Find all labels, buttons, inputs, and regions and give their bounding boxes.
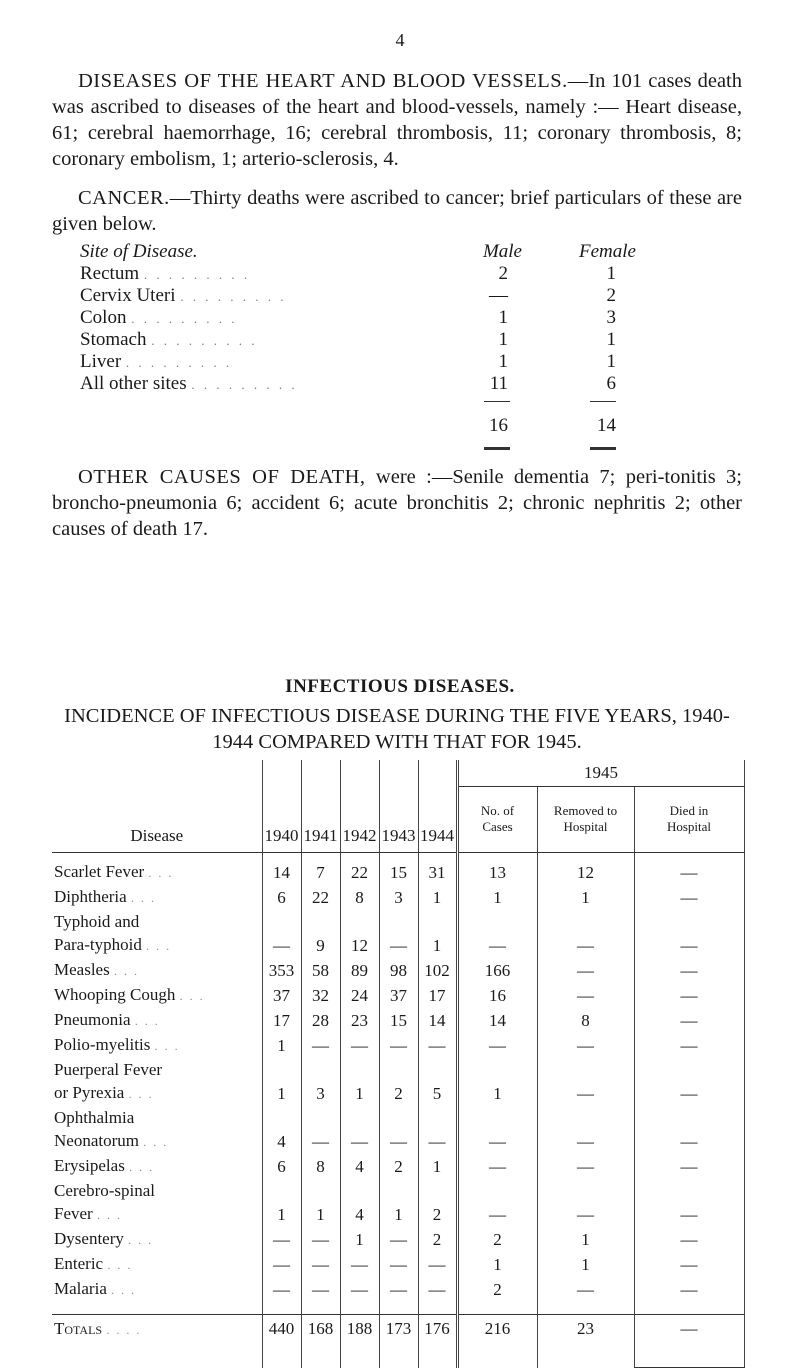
year-value: 6 (262, 885, 301, 910)
disease-name: Diphtheria . . . (52, 885, 262, 910)
year-value: 1 (262, 1033, 301, 1058)
year-value: — (428, 1255, 446, 1274)
died-value: — (634, 1227, 744, 1252)
col-year-1941: 1941 (301, 760, 340, 852)
no-of-cases-value: 1 (457, 885, 537, 910)
year-value: — (340, 1033, 379, 1058)
year-value: 14 (262, 860, 301, 885)
table-row (52, 1154, 744, 1179)
table-row (52, 1252, 744, 1277)
no-of-cases-value: 16 (457, 983, 537, 1008)
year-value: 37 (262, 983, 301, 1008)
other-heading: OTHER CAUSES OF DEATH, (78, 466, 366, 488)
year-value: 1 (340, 1081, 379, 1106)
cancer-row (80, 351, 720, 373)
no-of-cases-value: 2 (457, 1277, 537, 1302)
year-value: 1 (262, 1202, 301, 1227)
heart-text: —In 101 cases death was ascribed to diseases of the heart and blood-vessels, namely :— Heart disease, 61; cerebral haemorrhage, 16; cerebral thrombosis, 11; coronary thrombosis, 8; coronary embolism, 1; arterio-sclerosis, 4. (52, 70, 742, 170)
removed-value: — (537, 1081, 634, 1106)
disease-name: or Pyrexia . . . (52, 1081, 262, 1106)
col-disease: Disease (52, 760, 262, 852)
no-of-cases-value: 2 (457, 1227, 537, 1252)
removed-value: 8 (537, 1008, 634, 1033)
died-value: — (634, 983, 744, 1008)
year-value: 1 (262, 1081, 301, 1106)
year-value: 17 (428, 986, 446, 1005)
infectious-subheading: INCIDENCE OF INFECTIOUS DISEASE DURING THE FIVE YEARS, 1940-1944 COMPARED WITH THAT FOR 1945. (64, 705, 730, 753)
disease-name: Pneumonia . . . (52, 1008, 262, 1033)
year-value: — (301, 1227, 340, 1252)
no-of-cases-value: — (457, 933, 537, 958)
no-of-cases-value: — (457, 1202, 537, 1227)
no-of-cases-value: — (457, 1129, 537, 1154)
col-group-1945: 1945 (457, 760, 744, 786)
totals-1943: 173 (379, 1314, 418, 1344)
table-row (52, 958, 744, 983)
year-value: 2 (432, 1205, 442, 1224)
died-value: — (634, 1081, 744, 1106)
cancer-male: 1 (498, 351, 508, 372)
removed-value: — (537, 1154, 634, 1179)
no-of-cases-value: 1 (457, 1081, 537, 1106)
disease-name: Puerperal Fever (52, 1058, 262, 1081)
col-removed-to-hospital: Removed to Hospital (537, 786, 634, 852)
removed-value: — (537, 1129, 634, 1154)
female-total-rule (590, 447, 616, 450)
no-of-cases-value: 166 (457, 958, 537, 983)
year-value: 98 (379, 958, 418, 983)
cancer-table (80, 241, 720, 436)
cancer-male: 1 (498, 329, 508, 350)
col-year-1943: 1943 (379, 760, 418, 852)
cancer-female: 2 (606, 285, 616, 306)
cancer-site: Liver . . . . . . . . . (80, 351, 233, 372)
table-row (52, 910, 744, 933)
disease-name: Whooping Cough . . . (52, 983, 262, 1008)
year-value: 353 (262, 958, 301, 983)
removed-value: — (537, 1202, 634, 1227)
year-value: 1 (301, 1202, 340, 1227)
col-died-in-hospital: Died in Hospital (634, 786, 744, 852)
cancer-site: Cervix Uteri . . . . . . . . . (80, 285, 287, 306)
year-value: — (379, 1227, 418, 1252)
died-value: — (634, 933, 744, 958)
cancer-row (80, 373, 720, 395)
totals-1940: 440 (262, 1314, 301, 1344)
year-value: 8 (340, 885, 379, 910)
year-value: — (301, 1129, 340, 1154)
year-value: 3 (301, 1081, 340, 1106)
year-value: 2 (379, 1081, 418, 1106)
page-number: 4 (395, 30, 405, 50)
year-value: — (262, 1227, 301, 1252)
year-value: 32 (301, 983, 340, 1008)
table-row (52, 1179, 744, 1202)
year-value: — (428, 1132, 446, 1151)
disease-name: Para-typhoid . . . (52, 933, 262, 958)
other-text: were :—Senile dementia 7; peri-tonitis 3; broncho-pneumonia 6; accident 6; acute bronchitis 2; chronic nephritis 2; other causes of death 17. (52, 466, 743, 540)
totals-1944: 176 (418, 1314, 457, 1344)
cancer-row (80, 329, 720, 351)
year-value: 2 (432, 1230, 442, 1249)
disease-name: Typhoid and (52, 910, 262, 933)
male-total-rule (484, 447, 510, 450)
totals-removed: 23 (537, 1314, 634, 1344)
cancer-male: 11 (489, 373, 508, 394)
removed-value: 1 (537, 1227, 634, 1252)
disease-name: Polio-myelitis . . . (52, 1033, 262, 1058)
table-row (52, 1081, 744, 1106)
disease-name: Dysentery . . . (52, 1227, 262, 1252)
year-value: — (301, 1033, 340, 1058)
cancer-female: 3 (606, 307, 616, 328)
no-of-cases-value: 1 (457, 1252, 537, 1277)
disease-name: Neonatorum . . . (52, 1129, 262, 1154)
col-year-1940: 1940 (262, 760, 301, 852)
removed-value: — (537, 983, 634, 1008)
table-row (52, 1106, 744, 1129)
col-year-1944: 1944 (418, 760, 457, 852)
totals-1941: 168 (301, 1314, 340, 1344)
cancer-row (80, 285, 720, 307)
year-value: 1 (432, 888, 442, 907)
year-value: — (262, 933, 301, 958)
cancer-total-male: 16 (489, 415, 508, 436)
year-value: 31 (428, 863, 446, 882)
year-value: 15 (379, 860, 418, 885)
removed-value: — (537, 1277, 634, 1302)
disease-name: Ophthalmia (52, 1106, 262, 1129)
cancer-male: 2 (498, 263, 508, 284)
year-value: 1 (379, 1202, 418, 1227)
totals-1942: 188 (340, 1314, 379, 1344)
year-value: 102 (424, 961, 450, 980)
year-value: 7 (301, 860, 340, 885)
totals-row (52, 1314, 744, 1344)
year-value: 17 (262, 1008, 301, 1033)
cancer-rows (80, 263, 720, 395)
heart-heading: DISEASES OF THE HEART AND BLOOD VESSELS. (78, 70, 568, 92)
cancer-col-female: Female (579, 241, 636, 262)
year-value: — (379, 1033, 418, 1058)
year-value: — (379, 1129, 418, 1154)
totals-no-cases: 216 (457, 1314, 537, 1344)
disease-name: Measles . . . (52, 958, 262, 983)
disease-name: Scarlet Fever . . . (52, 860, 262, 885)
cancer-female: 1 (606, 263, 616, 284)
year-value: 5 (432, 1084, 442, 1103)
year-value: — (340, 1277, 379, 1302)
year-value: 1 (340, 1227, 379, 1252)
table-row (52, 1227, 744, 1252)
year-value: — (262, 1252, 301, 1277)
cancer-site: Rectum . . . . . . . . . (80, 263, 251, 284)
year-value: — (301, 1252, 340, 1277)
table-row (52, 983, 744, 1008)
cancer-col-site: Site of Disease. (80, 241, 198, 262)
year-value: 1 (432, 1157, 442, 1176)
year-value: — (262, 1277, 301, 1302)
cancer-text: —Thirty deaths were ascribed to cancer; brief particulars of these are given below. (52, 187, 742, 235)
year-value: 28 (301, 1008, 340, 1033)
year-value: 37 (379, 983, 418, 1008)
removed-value: 1 (537, 885, 634, 910)
year-value: 12 (340, 933, 379, 958)
died-value: — (634, 885, 744, 910)
year-value: 24 (340, 983, 379, 1008)
removed-value: — (537, 958, 634, 983)
year-value: 4 (262, 1129, 301, 1154)
cancer-paragraph (52, 185, 742, 237)
year-value: — (428, 1280, 446, 1299)
table-row (52, 1008, 744, 1033)
cancer-col-male: Male (482, 241, 522, 262)
table-row (52, 1058, 744, 1081)
year-value: 4 (340, 1154, 379, 1179)
male-sum-rule (484, 401, 510, 402)
table-row (52, 885, 744, 910)
year-value: 22 (301, 885, 340, 910)
died-value: — (634, 1129, 744, 1154)
table-row (52, 1202, 744, 1227)
table-row (52, 1277, 744, 1302)
other-paragraph (52, 464, 742, 542)
disease-name: Fever . . . (52, 1202, 262, 1227)
year-value: — (379, 1277, 418, 1302)
cancer-site: Stomach . . . . . . . . . (80, 329, 258, 350)
cancer-male: — (489, 285, 508, 306)
cancer-site: Colon . . . . . . . . . (80, 307, 238, 328)
died-value: — (634, 1252, 744, 1277)
no-of-cases-value: 13 (457, 860, 537, 885)
died-value: — (634, 1008, 744, 1033)
cancer-male: 1 (498, 307, 508, 328)
female-sum-rule (590, 401, 616, 402)
disease-name: Erysipelas . . . (52, 1154, 262, 1179)
year-value: — (428, 1036, 446, 1055)
year-value: 3 (379, 885, 418, 910)
removed-value: 12 (537, 860, 634, 885)
col-year-1942: 1942 (340, 760, 379, 852)
removed-value: 1 (537, 1252, 634, 1277)
heart-paragraph (52, 68, 742, 172)
no-of-cases-value: — (457, 1154, 537, 1179)
table-row (52, 933, 744, 958)
col-no-of-cases: No. of Cases (457, 786, 537, 852)
year-value: 14 (428, 1011, 446, 1030)
year-value: 9 (301, 933, 340, 958)
cancer-female: 6 (606, 373, 616, 394)
died-value: — (634, 958, 744, 983)
year-value: 58 (301, 958, 340, 983)
year-value: — (379, 1252, 418, 1277)
cancer-row (80, 307, 720, 329)
year-value: 23 (340, 1008, 379, 1033)
cancer-table-header (80, 241, 720, 263)
year-value: — (301, 1277, 340, 1302)
year-value: 22 (340, 860, 379, 885)
year-value: 8 (301, 1154, 340, 1179)
year-value: — (340, 1252, 379, 1277)
infectious-table (52, 760, 745, 1368)
year-value: 2 (379, 1154, 418, 1179)
disease-name: Malaria . . . (52, 1277, 262, 1302)
year-value: 1 (432, 936, 442, 955)
cancer-total-row (80, 415, 720, 437)
died-value: — (634, 1202, 744, 1227)
cancer-heading: CANCER. (78, 187, 170, 209)
infectious-heading: INFECTIOUS DISEASES. (285, 676, 515, 697)
removed-value: — (537, 1033, 634, 1058)
year-value: — (379, 933, 418, 958)
cancer-total-female: 14 (597, 415, 616, 436)
cancer-site: All other sites . . . . . . . . . (80, 373, 298, 394)
died-value: — (634, 1033, 744, 1058)
disease-name: Enteric . . . (52, 1252, 262, 1277)
died-value: — (634, 1277, 744, 1302)
totals-label: Totals . . . . (52, 1314, 262, 1344)
no-of-cases-value: — (457, 1033, 537, 1058)
no-of-cases-value: 14 (457, 1008, 537, 1033)
infectious-table-body (52, 852, 744, 1314)
removed-value: — (537, 933, 634, 958)
table-row (52, 1129, 744, 1154)
table-row (52, 860, 744, 885)
year-value: 6 (262, 1154, 301, 1179)
year-value: 15 (379, 1008, 418, 1033)
totals-died: — (634, 1314, 744, 1344)
died-value: — (634, 860, 744, 885)
cancer-female: 1 (606, 329, 616, 350)
disease-name: Cerebro-spinal (52, 1179, 262, 1202)
cancer-row (80, 263, 720, 285)
table-group-header-row (52, 760, 744, 786)
year-value: 89 (340, 958, 379, 983)
cancer-female: 1 (606, 351, 616, 372)
died-value: — (634, 1154, 744, 1179)
year-value: — (340, 1129, 379, 1154)
table-row (52, 1033, 744, 1058)
year-value: 4 (340, 1202, 379, 1227)
